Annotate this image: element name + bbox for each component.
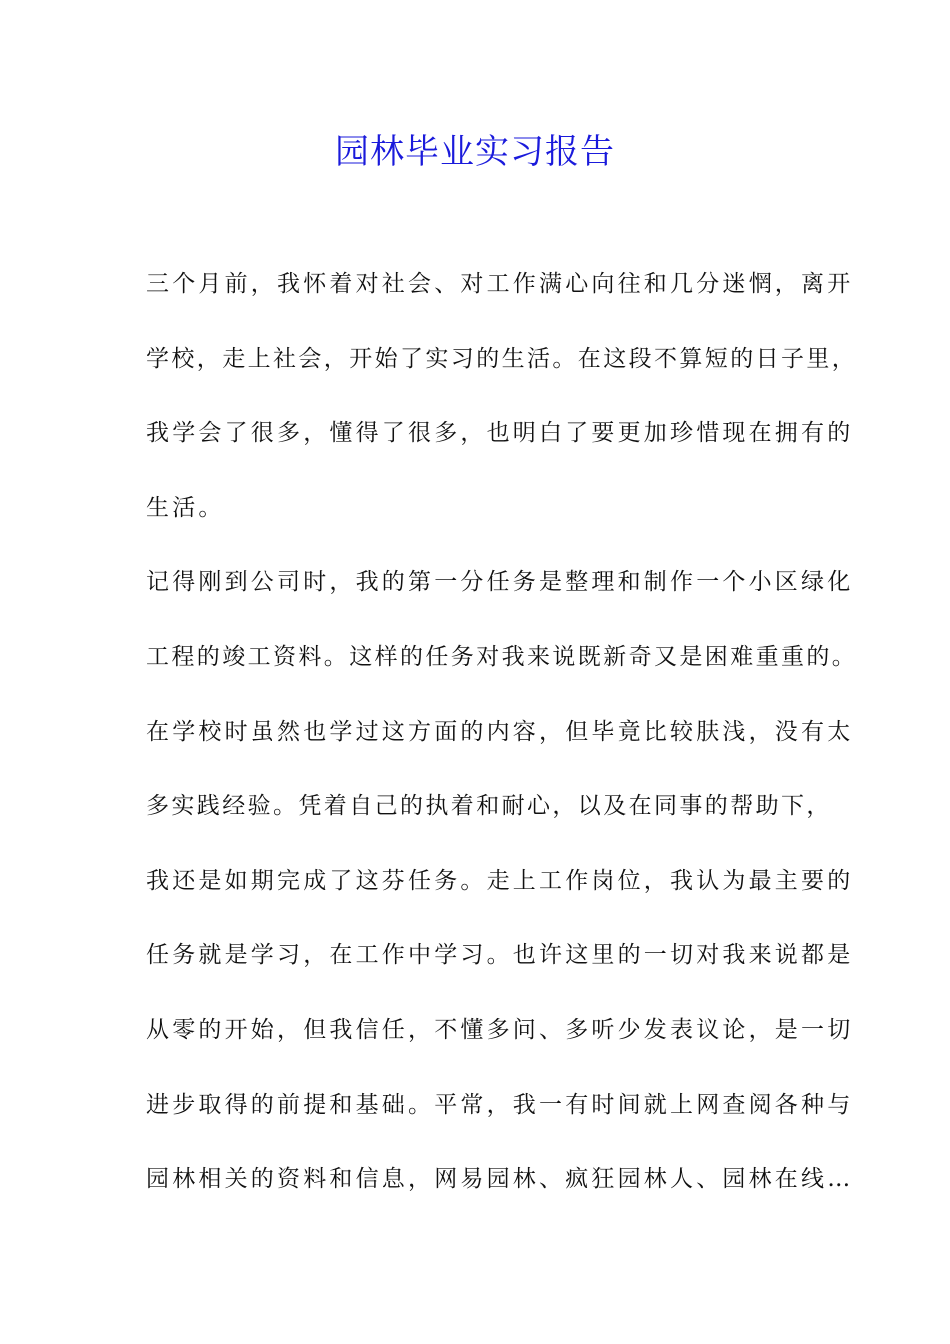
body-line-13: 园林相关的资料和信息，网易园林、疯狂园林人、园林在线… [146,1166,854,1193]
document-body [146,260,858,1230]
body-line-12: 进步取得的前提和基础。平常，我一有时间就上网查阅各种与 [146,1091,854,1118]
body-line-7: 在学校时虽然也学过这方面的内容，但毕竟比较肤浅，没有太 [146,718,854,745]
body-line-1: 三个月前，我怀着对社会、对工作满心向往和几分迷惘，离开 [146,271,854,297]
body-line-2: 学校，走上社会，开始了实习的生活。在这段不算短的日子里， [146,345,858,372]
body-line-6: 工程的竣工资料。这样的任务对我来说既新奇又是困难重重的。 [146,643,858,670]
document-title: 园林毕业实习报告 [335,132,615,172]
body-line-3: 我学会了很多，懂得了很多，也明白了要更加珍惜现在拥有的 [146,420,854,447]
body-line-5: 记得刚到公司时，我的第一分任务是整理和制作一个小区绿化 [146,569,854,596]
body-line-9: 我还是如期完成了这芬任务。走上工作岗位，我认为最主要的 [146,867,854,894]
body-line-8: 多实践经验。凭着自己的执着和耐心，以及在同事的帮助下， [146,793,832,820]
body-line-10: 任务就是学习，在工作中学习。也许这里的一切对我来说都是 [146,942,854,969]
body-line-4: 生活。 [146,494,225,521]
body-line-11: 从零的开始，但我信任，不懂多问、多听少发表议论，是一切 [146,1016,854,1043]
